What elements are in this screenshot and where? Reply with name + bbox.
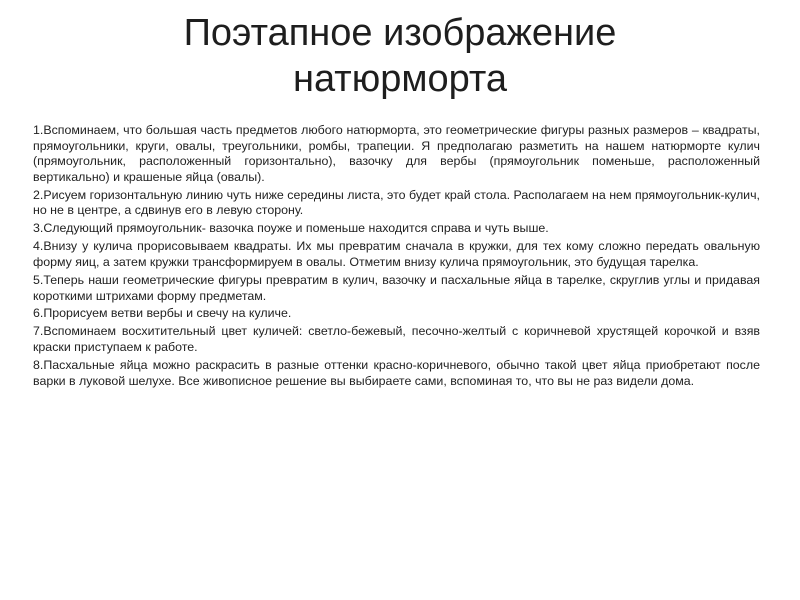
slide-body: [33, 123, 760, 392]
step-paragraph-2: 2.Рисуем горизонтальную линию чуть ниже середины листа, это будет край стола. Располагаем на нем прямоугольник-кулич, но не в центре, а сдвинув его в левую сторону.: [33, 187, 760, 218]
step-paragraph-6: 6.Прорисуем ветви вербы и свечу на куличе.: [33, 306, 292, 321]
step-paragraph-8: 8.Пасхальные яйца можно раскрасить в разные оттенки красно-коричневого, обычно такой цвет яйца приобретают после варки в луковой шелухе. Все живописное решение вы выбираете сами, вспоминая то, что вы не раз видели дома.: [33, 358, 760, 388]
step-paragraph-3: 3.Следующий прямоугольник- вазочка поуже и поменьше находится справа и чуть выше.: [33, 221, 549, 236]
step-paragraph-4: 4.Внизу у кулича прорисовываем квадраты. Их мы превратим сначала в кружки, для тех кому сложно передать овальную форму яиц, а затем кружки трансформируем в овалы. Отметим внизу кулича прямоугольник, это будущая тарелка.: [33, 239, 760, 269]
step-paragraph-5: 5.Теперь наши геометрические фигуры превратим в кулич, вазочку и пасхальные яйца в тарелке, скруглив углы и придавая короткими штрихами форму предметам.: [33, 272, 760, 303]
slide-title: [60, 10, 740, 102]
step-paragraph-1: 1.Вспоминаем, что большая часть предметов любого натюрморта, это геометрические фигуры разных размеров – квадраты, прямоугольники, круги, овалы, треугольники, ромбы, трапеции. Я предполагаю разметить на нашем натюрморте кулич (прямоугольник, расположенный горизонтально), вазочку для вербы (прямоугольник поменьше, расположенный вертикально) и крашеные яйца (овалы).: [33, 123, 760, 184]
slide-title-line-1: Поэтапное изображение: [183, 12, 617, 54]
step-paragraph-7: 7.Вспоминаем восхитительный цвет куличей: светло-бежевый, песочно-желтый с коричневой хрустящей корочкой и взяв краски приступаем к работе.: [33, 324, 760, 355]
slide-title-line-2: натюрморта: [293, 58, 507, 100]
